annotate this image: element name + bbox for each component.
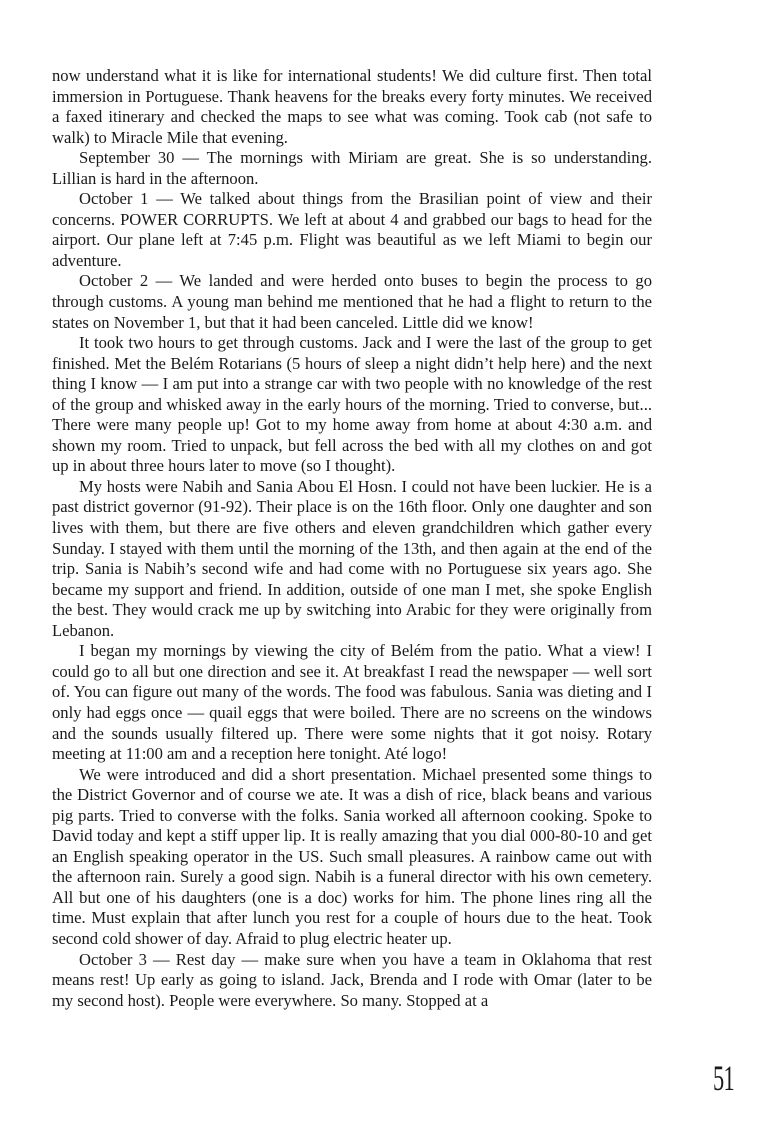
paragraph-continuation: now understand what it is like for international students! We did culture first. Then total immersion in Portuguese. Thank heavens for the breaks every forty minutes. We received a faxed itinerary and checked the maps to see what was coming. Took cab (not safe to walk) to Miracle Mile that evening. [52,66,652,147]
paragraph-mornings: I began my mornings by viewing the city of Belém from the patio. What a view! I could go to all but one direction and see it. At breakfast I read the newspaper — well sort of. You can figure out many of the words. The food was fabulous. Sania was dieting and I only had eggs once — quail eggs that were boiled. There are no screens on the windows and the sounds usually filtered up. There were some nights that it got noisy. Rotary meeting at 11:00 am and a reception here tonight. Até logo! [52,641,652,764]
page-number: 51 [713,1058,735,1098]
paragraph-september-30: September 30 — The mornings with Miriam are great. She is so understanding. Lillian is hard in the afternoon. [52,148,652,188]
paragraph-customs: It took two hours to get through customs. Jack and I were the last of the group to get finished. Met the Belém Rotarians (5 hours of sleep a night didn’t help here) and the next thing I know — I am put into a strange car with two people with no knowledge of the rest of the group and whisked away in the early hours of the morning. Tried to converse, but... There were many people up! Got to my home away from home at about 4:30 a.m. and shown my room. Tried to unpack, but fell across the bed with all my clothes on and got up in about three hours later to move (so I thought). [52,333,652,476]
paragraph-october-2: October 2 — We landed and were herded onto buses to begin the process to go through customs. A young man behind me mentioned that he had a flight to return to the states on November 1, but that it had been canceled. Little did we know! [52,271,652,332]
paragraph-hosts: My hosts were Nabih and Sania Abou El Hosn. I could not have been luckier. He is a past district governor (91-92). Their place is on the 16th floor. Only one daughter and son lives with them, but there are five others and eleven grandchildren which gather every Sunday. I stayed with them until the morning of the 13th, and then again at the end of the trip. Sania is Nabih’s second wife and had come with no Portuguese six years ago. She became my support and friend. In addition, outside of one man I met, she spoke English the best. They would crack me up by switching into Arabic for they were originally from Lebanon. [52,476,652,640]
paragraph-october-1: October 1 — We talked about things from the Brasilian point of view and their concerns. POWER CORRUPTS. We left at about 4 and grabbed our bags to head for the airport. Our plane left at 7:45 p.m. Flight was beautiful as we left Miami to begin our adventure. [52,189,652,270]
paragraph-introduced: We were introduced and did a short presentation. Michael presented some things to the District Governor and of course we ate. It was a dish of rice, black beans and various pig parts. Tried to converse with the folks. Sania worked all afternoon cooking. Spoke to David today and kept a stiff upper lip. It is really amazing that you dial 000-80-10 and get an English speaking operator in the US. Such small pleasures. A rainbow came out with the afternoon rain. Surely a good sign. Nabih is a funeral director with his own cemetery. All but one of his daughters (one is a doc) works for him. The phone lines ring all the time. Must explain that after lunch you rest for a couple of hours due to the heat. Took second cold shower of day. Afraid to plug electric heater up. [52,764,652,948]
paragraph-october-3: October 3 — Rest day — make sure when you have a team in Oklahoma that rest means rest! Up early as going to island. Jack, Brenda and I rode with Omar (later to be my second host). People were everywhere. So many. Stopped at a [52,949,652,1010]
body-text [52,66,652,1011]
